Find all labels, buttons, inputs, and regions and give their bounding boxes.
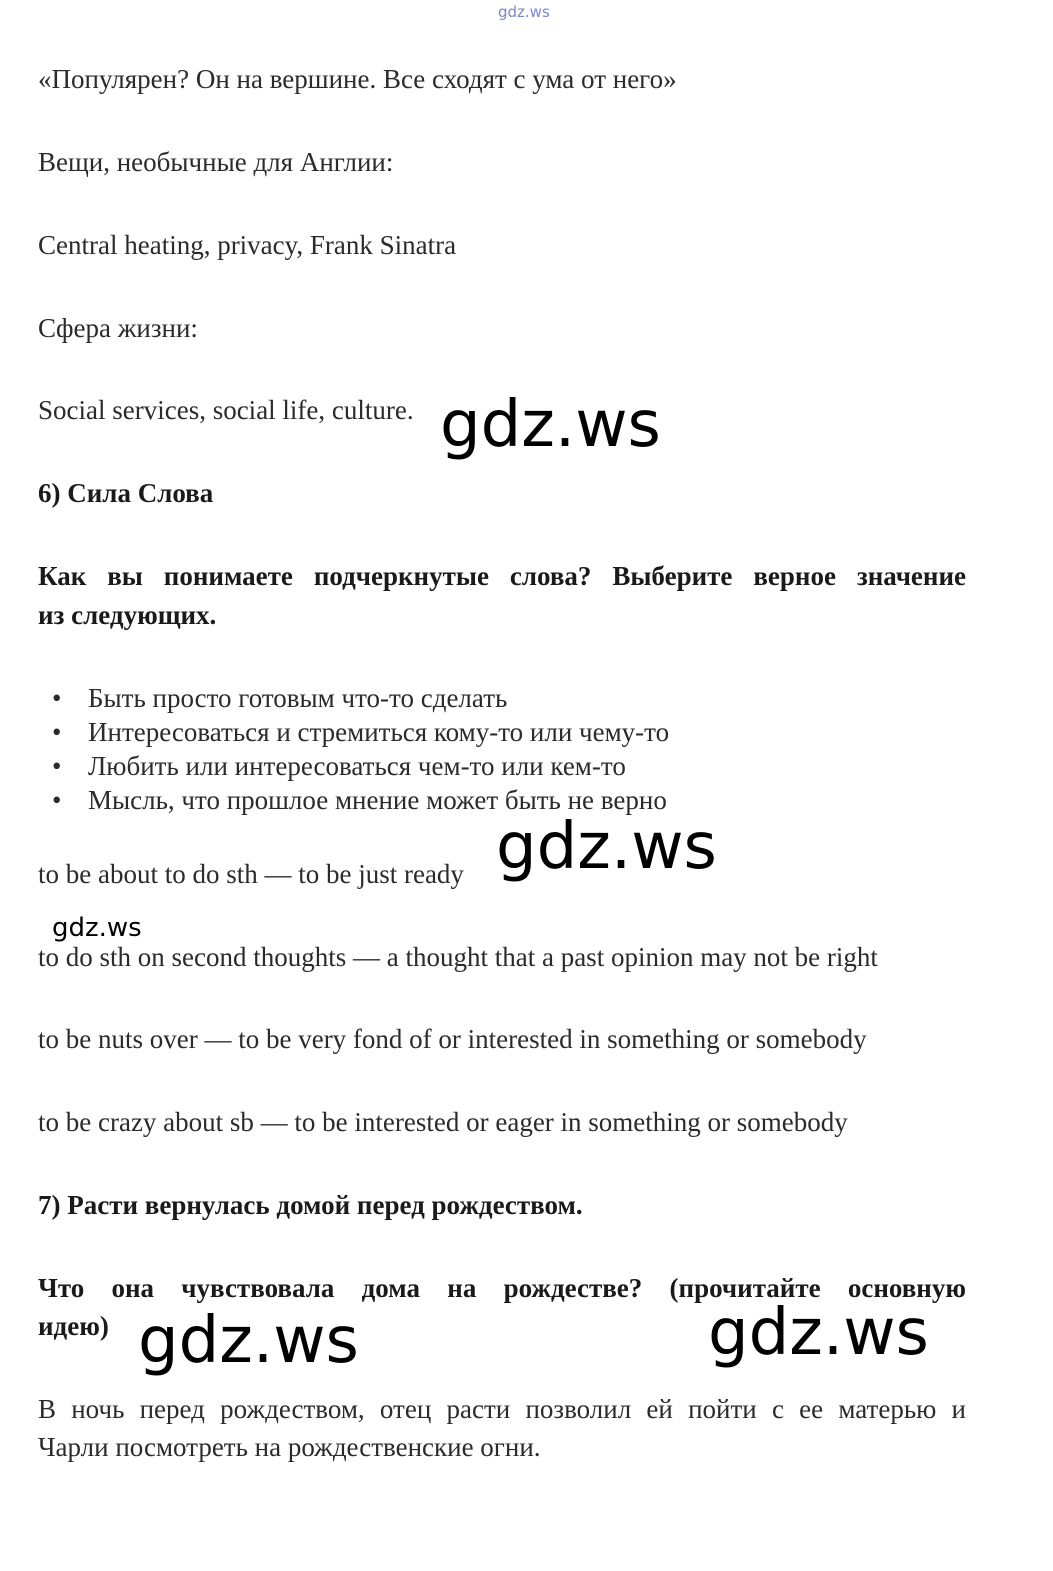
bullet-icon: •: [52, 785, 62, 815]
list-item: • Любить или интересоваться чем-то или кем-то: [52, 751, 626, 781]
life-sphere-label: Сфера жизни:: [38, 313, 198, 343]
definition-3: to be nuts over — to be very fond of or interested in something or somebody: [38, 1024, 867, 1054]
list-item: • Быть просто готовым что-то сделать: [52, 683, 508, 713]
list-item: • Мысль, что прошлое мнение может быть не верно: [52, 785, 667, 815]
quote-line: «Популярен? Он на вершине. Все сходят с ума от него»: [38, 64, 677, 94]
unusual-things-list: Central heating, privacy, Frank Sinatra: [38, 230, 457, 260]
watermark-2: gdz.ws: [496, 810, 717, 884]
watermark-4: gdz.ws: [708, 1296, 929, 1370]
bullet-icon: •: [52, 683, 62, 713]
list-item: • Интересоваться и стремиться кому-то или чему-то: [52, 717, 670, 747]
answer-paragraph: [38, 1390, 966, 1466]
life-sphere-list: Social services, social life, culture.: [38, 395, 414, 425]
answer-line-2: Чарли посмотреть на рождественские огни.: [38, 1432, 541, 1462]
watermark-3: gdz.ws: [138, 1304, 359, 1378]
task-6-line-2: из следующих.: [38, 600, 217, 630]
section-6-heading: 6) Сила Слова: [38, 478, 214, 508]
section-7-heading: 7) Расти вернулась домой перед рождеством.: [38, 1190, 583, 1220]
watermark-top: gdz.ws: [498, 3, 550, 21]
task-6-line-1: Как вы понимаете подчеркнутые слова? Выберите верное значение: [38, 561, 966, 591]
bullet-icon: •: [52, 751, 62, 781]
task-7-line-2: идею): [38, 1311, 109, 1341]
answer-line-1: В ночь перед рождеством, отец расти позволил ей пойти с ее матерью и: [38, 1394, 966, 1424]
watermark-small: gdz.ws: [52, 913, 142, 943]
watermark-1: gdz.ws: [440, 388, 661, 462]
definition-4: to be crazy about sb — to be interested or eager in something or somebody: [38, 1107, 848, 1137]
bullet-icon: •: [52, 717, 62, 747]
unusual-things-label: Вещи, необычные для Англии:: [38, 147, 394, 177]
task-7-line-1: Что она чувствовала дома на рождестве? (прочитайте основную: [38, 1273, 966, 1303]
meanings-list: [38, 681, 669, 817]
definition-1: to be about to do sth — to be just ready: [38, 859, 464, 889]
definition-2: to do sth on second thoughts — a thought that a past opinion may not be right: [38, 942, 878, 972]
